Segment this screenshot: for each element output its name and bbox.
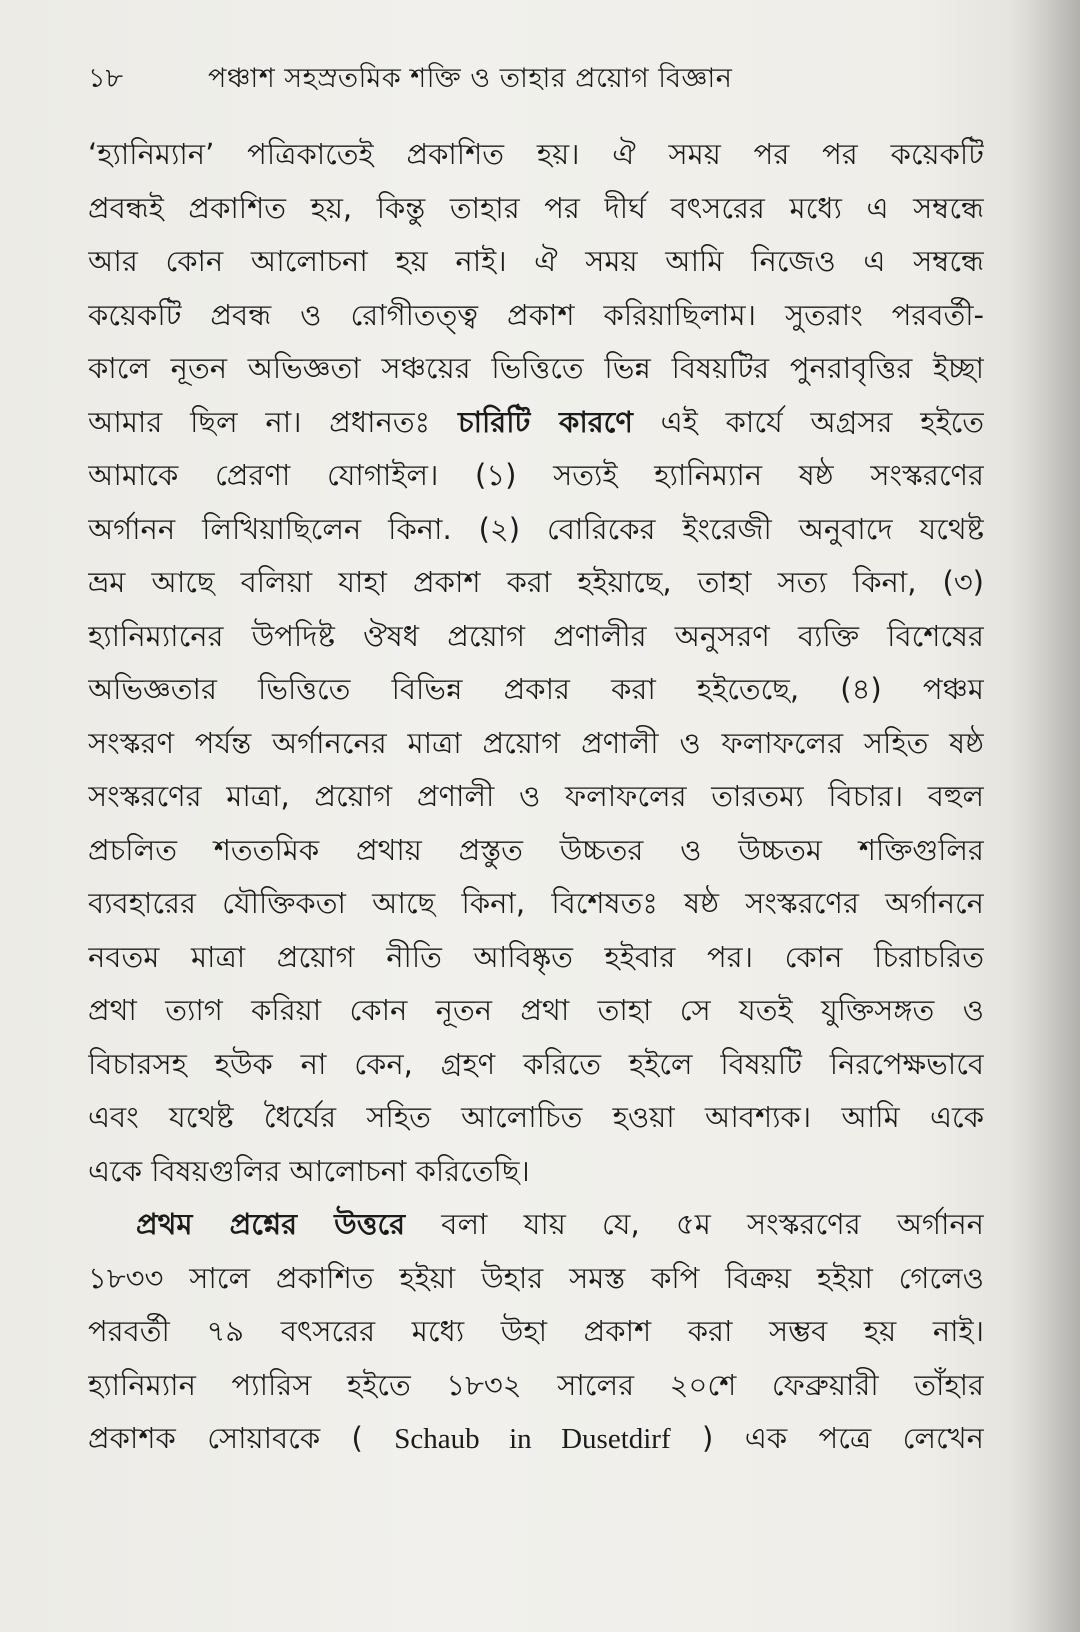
text-line: হ্যানিম্যানের উপদিষ্ট ঔষধ প্রয়োগ প্রণালীর অনুসরণ ব্যক্তি বিশেষের: [88, 618, 984, 653]
text-line: অর্গানন লিখিয়াছিলেন কিনা. (২) বোরিকের ইংরেজী অনুবাদে যথেষ্ট: [88, 511, 984, 546]
page-number: ১৮: [88, 62, 124, 94]
text-line: পরবর্তী ৭৯ বৎসরের মধ্যে উহা প্রকাশ করা সম্ভব হয় নাই।: [88, 1314, 984, 1348]
text-line: নবতম মাত্রা প্রয়োগ নীতি আবিষ্কৃত হইবার পর। কোন চিরাচরিত: [88, 939, 984, 974]
text-line: ব্যবহারের যৌক্তিকতা আছে কিনা, বিশেষতঃ ষষ্ঠ সংস্করণের অর্গাননে: [88, 886, 984, 920]
text-line: [88, 1412, 984, 1466]
text-line: বিচারসহ হউক না কেন, গ্রহণ করিতে হইলে বিষয়টি নিরপেক্ষভাবে: [88, 1046, 984, 1081]
text-run: ) এক পত্রে লেখেন: [670, 1421, 984, 1455]
text-line: প্রচলিত শততমিক প্রথায় প্রস্তুত উচ্চতর ও উচ্চতম শক্তিগুলির: [88, 832, 984, 867]
text-line: আর কোন আলোচনা হয় নাই। ঐ সময় আমি নিজেও এ সম্বন্ধে: [88, 244, 984, 278]
text-line: প্রবন্ধই প্রকাশিত হয়, কিন্তু তাহার পর দীর্ঘ বৎসরের মধ্যে এ সম্বন্ধে: [88, 190, 984, 225]
text-line: [88, 396, 984, 450]
text-line: এবং যথেষ্ট ধৈর্যের সহিত আলোচিত হওয়া আবশ্যক। আমি একে: [88, 1100, 984, 1134]
text-line: ‘হ্যানিম্যান’ পত্রিকাতেই প্রকাশিত হয়। ঐ সময় পর পর কয়েকটি: [88, 137, 984, 171]
text-line: ভ্রম আছে বলিয়া যাহা প্রকাশ করা হইয়াছে, তাহা সত্য কিনা, (৩): [88, 565, 984, 599]
text-line: কালে নূতন অভিজ্ঞতা সঞ্চয়ের ভিত্তিতে ভিন্ন বিষয়টির পুনরাবৃত্তির ইচ্ছা: [88, 351, 984, 385]
text-run: এই কার্যে অগ্রসর হইতে: [632, 404, 984, 439]
text-line: সংস্করণের মাত্রা, প্রয়োগ প্রণালী ও ফলাফলের তারতম্য বিচার। বহুল: [88, 779, 984, 813]
text-line: প্রথা ত্যাগ করিয়া কোন নূতন প্রথা তাহা সে যতই যুক্তিসঙ্গত ও: [88, 993, 984, 1027]
page-edge-shadow: [1010, 0, 1080, 1632]
latin-name: Schaub in Dusetdirf: [394, 1423, 671, 1455]
text-run: বলা যায় যে, ৫ম সংস্করণের অর্গানন: [405, 1207, 984, 1241]
text-line: অভিজ্ঞতার ভিত্তিতে বিভিন্ন প্রকার করা হইতেছে, (৪) পঞ্চম: [88, 672, 984, 706]
text-run: আমার ছিল না। প্রধানতঃ: [88, 404, 458, 439]
text-line: হ্যানিম্যান প্যারিস হইতে ১৮৩২ সালের ২০শে ফেব্রুয়ারী তাঁহার: [88, 1367, 984, 1402]
emphasis-first-question: প্রথম প্রশ্নের উত্তরে: [136, 1207, 406, 1241]
text-line: ১৮৩৩ সালে প্রকাশিত হইয়া উহার সমস্ত কপি বিক্রয় হইয়া গেলেও: [88, 1260, 984, 1295]
text-line: [88, 1198, 984, 1252]
emphasis-four-reasons: চারিটি কারণে: [457, 404, 633, 439]
text-line: আমাকে প্রেরণা যোগাইল। (১) সত্যই হ্যানিম্যান ষষ্ঠ সংস্করণের: [88, 458, 984, 492]
text-line: একে বিষয়গুলির আলোচনা করিতেছি।: [88, 1153, 530, 1188]
page-header: [88, 56, 988, 104]
text-line: সংস্করণ পর্যন্ত অর্গাননের মাত্রা প্রয়োগ প্রণালী ও ফলাফলের সহিত ষষ্ঠ: [88, 725, 984, 760]
running-title: পঞ্চাশ সহস্রতমিক শক্তি ও তাহার প্রয়োগ বিজ্ঞান: [208, 62, 733, 94]
text-run: প্রকাশক সোয়াবকে (: [88, 1421, 395, 1455]
body-text: [88, 128, 984, 1466]
text-line: কয়েকটি প্রবন্ধ ও রোগীতত্ত্ব প্রকাশ করিয়াছিলাম। সুতরাং পরবর্তী-: [88, 297, 984, 332]
